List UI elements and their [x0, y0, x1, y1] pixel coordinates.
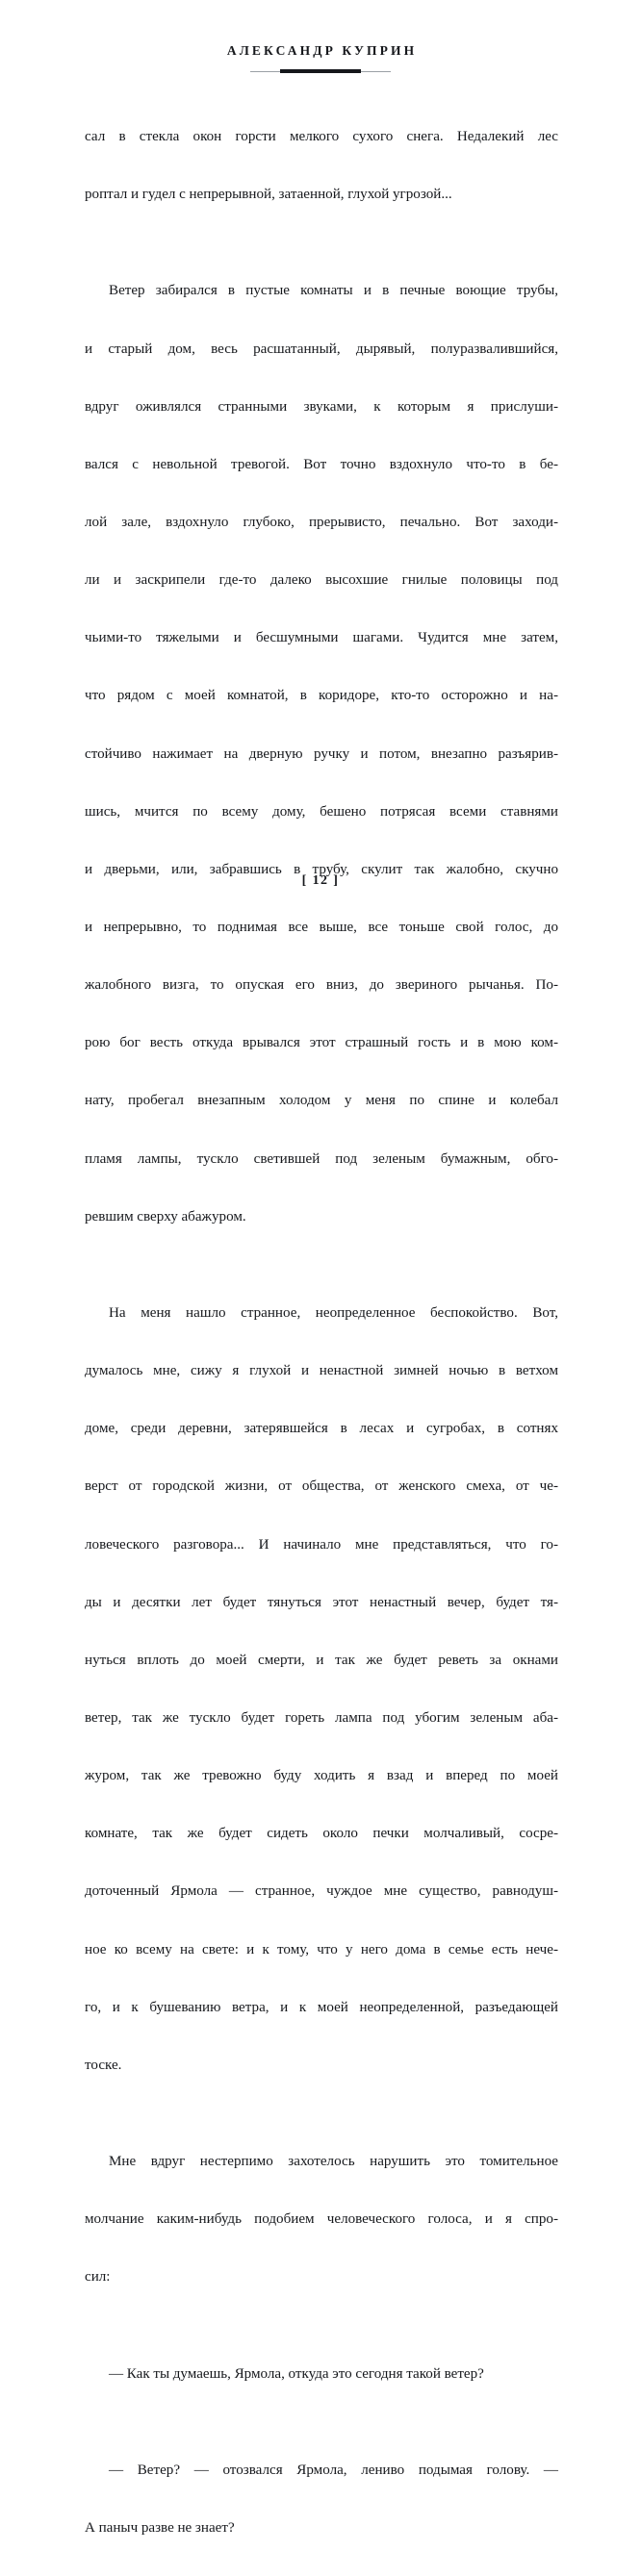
- text-line: Мне вдруг нестерпимо захотелось нарушить это томительное: [109, 2154, 558, 2170]
- text-line: журом, так же тревожно буду ходить я взад и вперед по моей: [85, 1768, 558, 1784]
- text-line: жалобного визга, то опуская его вниз, до звериного рычанья. По-: [85, 977, 558, 994]
- rule-center-bar: [280, 69, 362, 73]
- text-line: верст от городской жизни, от общества, от женского смеха, от че-: [85, 1478, 558, 1495]
- text-line: и непрерывно, то поднимая все выше, все тоньше свой голос, до: [85, 920, 558, 936]
- ornamental-rule-icon: [250, 67, 391, 76]
- text-line: — Как ты думаешь, Ярмола, откуда это сегодня такой ветер?: [109, 2365, 484, 2382]
- text-line: ное ко всему на свете: и к тому, что у него дома в семье есть нече-: [85, 1941, 558, 1957]
- text-line: нуться вплоть до моей смерти, и так же будет реветь за окнами: [85, 1652, 558, 1668]
- text-line: роптал и гудел с непрерывной, затаенной, глухой угрозой...: [85, 187, 452, 203]
- text-line: комнате, так же будет сидеть около печки молчаливый, сосре-: [85, 1826, 558, 1842]
- text-line: доме, среди деревни, затерявшейся в лесах и сугробах, в сотнях: [85, 1421, 558, 1437]
- text-line: го, и к бушеванию ветра, и к моей неопределенной, разъедающей: [85, 1999, 558, 2015]
- paragraph-4: [85, 2113, 558, 2326]
- text-line: Ветер забирался в пустые комнаты и в печные воющие трубы,: [109, 283, 558, 299]
- text-line: вался с невольной тревогой. Вот точно вздохнуло что-то в бе-: [85, 456, 558, 472]
- text-line: нату, пробегал внезапным холодом у меня по спине и колебал: [85, 1093, 558, 1109]
- text-line: сил:: [85, 2269, 111, 2286]
- text-line: пламя лампы, тускло светившей под зеленым бумажным, обго-: [85, 1150, 558, 1167]
- text-line: молчание каким-нибудь подобием человеческого голоса, и я спро-: [85, 2211, 558, 2228]
- text-line: и старый дом, весь расшатанный, дырявый, полуразвалившийся,: [85, 341, 558, 357]
- text-line: ветер, так же тускло будет гореть лампа под убогим зеленым аба-: [85, 1709, 558, 1726]
- text-line: вдруг оживлялся странными звуками, к которым я прислуши-: [85, 398, 558, 415]
- paragraph-2: [85, 242, 558, 1264]
- text-line: На меня нашло странное, неопределенное беспокойство. Вот,: [109, 1304, 558, 1321]
- text-line: доточенный Ярмола — странное, чуждое мне существо, равнодуш-: [85, 1883, 558, 1900]
- text-line: думалось мне, сижу я глухой и ненастной зимней ночью в ветхом: [85, 1363, 558, 1379]
- running-head-author: АЛЕКСАНДР КУПРИН: [226, 43, 418, 58]
- paragraph-3: [85, 1265, 558, 2113]
- text-line: А паныч разве не знает?: [85, 2519, 235, 2536]
- body-text: [85, 88, 558, 2576]
- text-line: что рядом с моей комнатой, в коридоре, кто-то осторожно и на-: [85, 688, 558, 704]
- text-line: рою бог весть откуда врывался этот страшный гость и в мою ком-: [85, 1035, 558, 1051]
- text-line: стойчиво нажимает на дверную ручку и потом, внезапно разъярив-: [85, 745, 558, 762]
- running-head: [0, 44, 641, 76]
- text-line: лой зале, вздохнуло глубоко, прерывисто, печально. Вот заходи-: [85, 515, 558, 531]
- dialogue-line-1: [85, 2325, 558, 2421]
- text-line: ревшим сверху абажуром.: [85, 1208, 246, 1225]
- text-line: шись, мчится по всему дому, бешено потрясая всеми ставнями: [85, 803, 558, 820]
- paragraph-1: [85, 88, 558, 242]
- text-line: и дверьми, или, забравшись в трубу, скулит так жалобно, скучно: [85, 861, 558, 877]
- page-number: [ 12 ]: [301, 873, 340, 888]
- dialogue-line-2: [85, 2422, 558, 2576]
- text-line: ловеческого разговора... И начинало мне представляться, что го-: [85, 1536, 558, 1553]
- text-line: ли и заскрипели где-то далеко высохшие гнилые половицы под: [85, 572, 558, 589]
- text-line: чьими-то тяжелыми и бесшумными шагами. Чудится мне затем,: [85, 630, 558, 646]
- text-line: — Ветер? — отозвался Ярмола, лениво подымая голову. —: [109, 2462, 558, 2478]
- text-line: сал в стекла окон горсти мелкого сухого снега. Недалекий лес: [85, 129, 558, 145]
- text-line: тоске.: [85, 2057, 122, 2073]
- text-line: ды и десятки лет будет тянуться этот ненастный вечер, будет тя-: [85, 1594, 558, 1610]
